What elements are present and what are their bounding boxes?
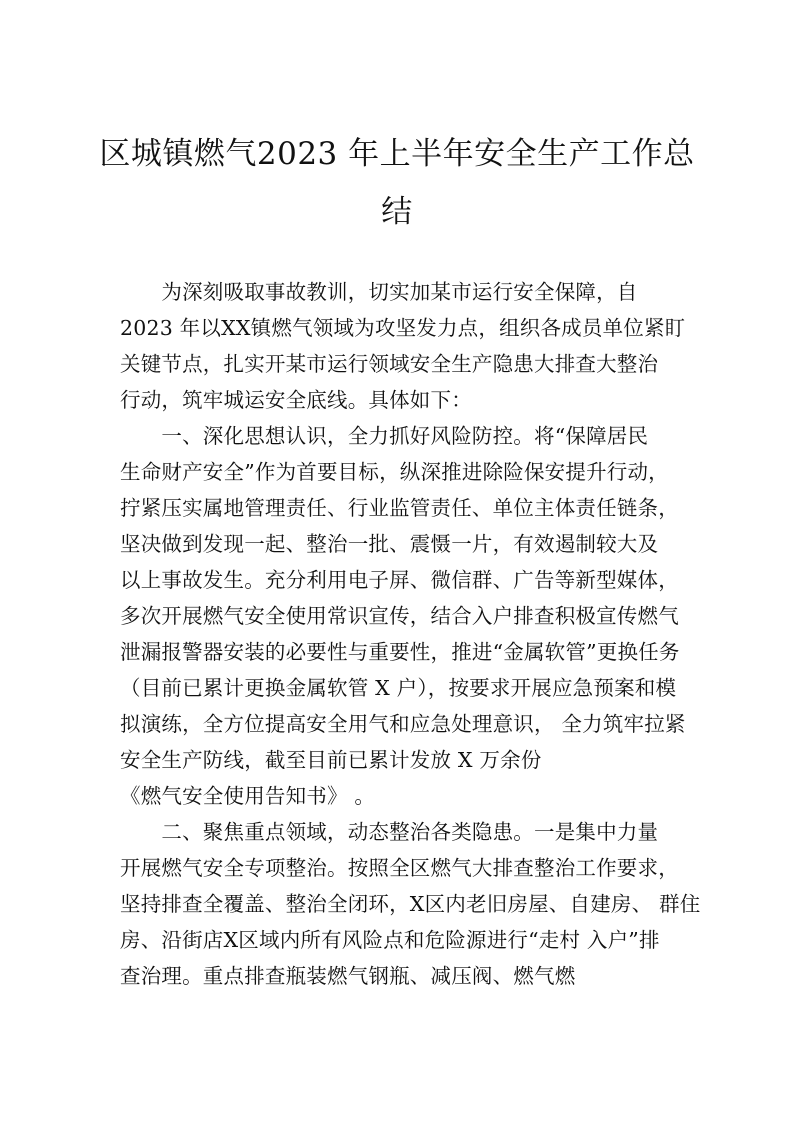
body-line-7: 拧紧压实属地管理责任、行业监管责任、单位主体责任链条，	[120, 496, 679, 520]
body-line-15: 《燃气安全使用告知书》 。	[120, 784, 376, 808]
body-line-10: 多次开展燃气安全使用常识宣传，结合入户排查积极宣传燃气	[120, 604, 679, 628]
body-line-3: 关键节点，扎实开某市运行领域安全生产隐患大排查大整治	[120, 352, 659, 376]
body-line-2: 2023 年以XX镇燃气领域为攻坚发力点，组织各成员单位紧盯	[120, 316, 686, 340]
body-line-9: 以上事故发生。充分利用电子屏、微信群、广告等新型媒体，	[120, 568, 679, 592]
body-line-5: 一、深化思想认识，全力抓好风险防控。将“保障居民	[120, 424, 649, 448]
document-title-line-1: 区城镇燃气2023 年上半年安全生产工作总	[99, 136, 695, 172]
body-line-12: （目前已累计更换金属软管 X 户），按要求开展应急预案和模	[120, 676, 677, 700]
body-line-14: 安全生产防线，截至目前已累计发放 X 万余份	[120, 748, 542, 772]
body-line-16: 二、聚焦重点领域，动态整治各类隐患。一是集中力量	[120, 820, 659, 844]
body-line-20: 查治理。重点排查瓶装燃气钢瓶、减压阀、燃气燃	[120, 964, 576, 988]
body-line-19: 房、沿街店X区域内所有风险点和危险源进行“走村 入户”排	[120, 928, 660, 952]
document-title-line-2: 结	[381, 194, 413, 230]
body-line-6: 生命财产安全”作为首要目标，纵深推进除险保安提升行动，	[120, 460, 669, 484]
body-line-11: 泄漏报警器安装的必要性与重要性，推进“金属软管”更换任务	[120, 640, 680, 664]
body-line-13: 拟演练，全方位提高安全用气和应急处理意识， 全力筑牢拉紧	[120, 712, 686, 736]
body-line-4: 行动，筑牢城运安全底线。具体如下：	[120, 388, 472, 412]
body-line-1: 为深刻吸取事故教训，切实加某市运行安全保障，自	[120, 280, 638, 304]
body-line-8: 坚决做到发现一起、整治一批、震慑一片，有效遏制较大及	[120, 532, 659, 556]
body-line-17: 开展燃气安全专项整治。按照全区燃气大排查整治工作要求，	[120, 856, 679, 880]
body-line-18: 坚持排查全覆盖、整治全闭环，X区内老旧房屋、自建房、 群住	[120, 892, 701, 916]
